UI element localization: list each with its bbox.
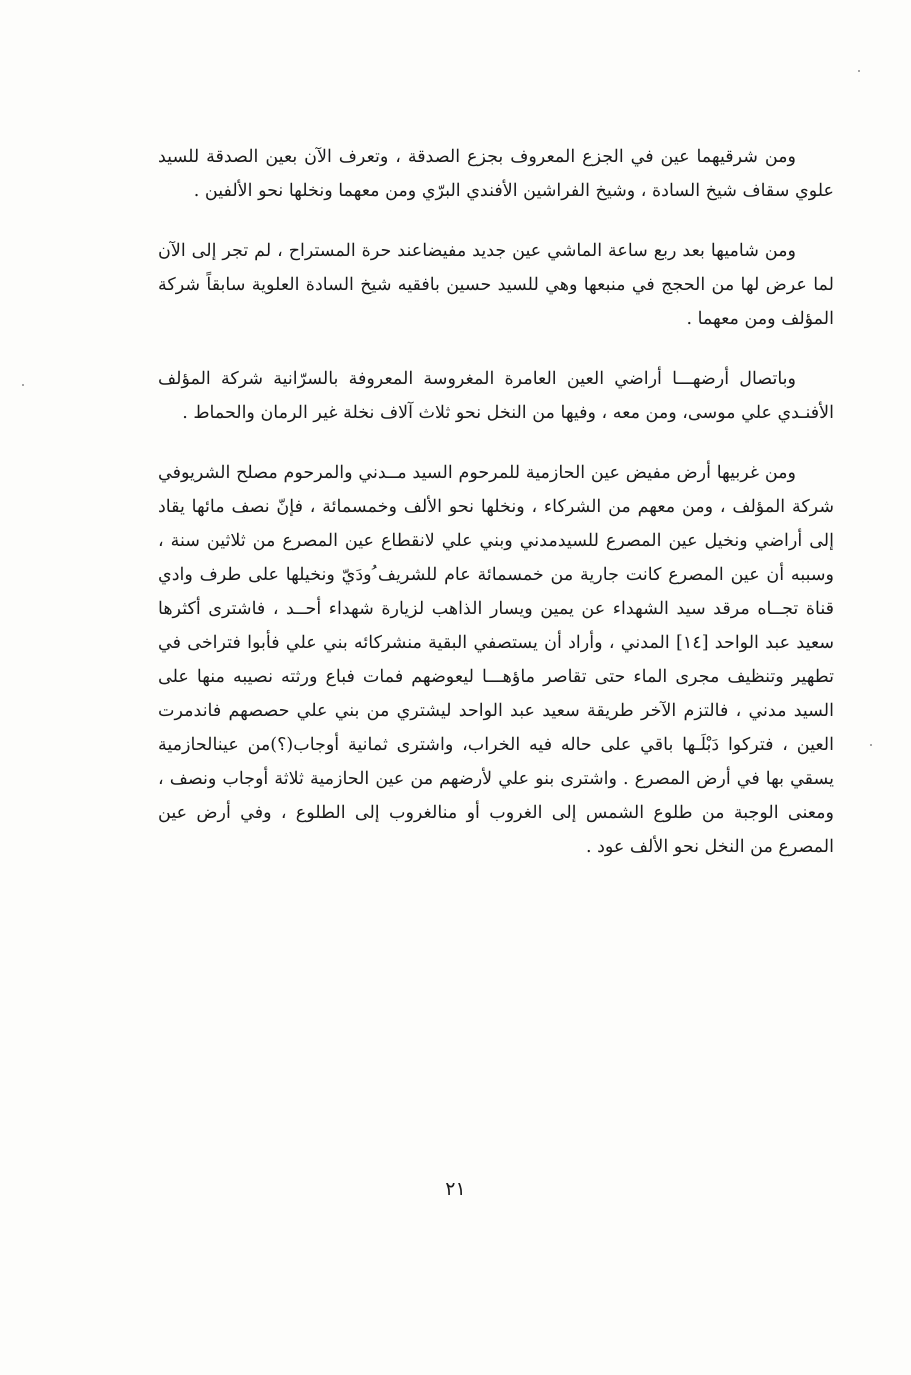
paragraph-2: ومن شاميها بعد ربع ساعة الماشي عين جديد مفيضاعند حرة المستراح ، لم تجر إلى الآن لما عرض لها من الحجج في منبعها وهي للسيد حسين بافقيه شيخ السادة العلوية سابقاً شركة المؤلف ومن معهما . [158, 241, 834, 329]
scan-speck [22, 384, 24, 386]
paragraph-3: وباتصال أرضهـــا أراضي العين العامرة المغروسة المعروفة بالسرّانية شركة المؤلف الأفنـدي علي موسى، ومن معه ، وفيها من النخل نحو ثلاث آلاف نخلة غير الرمان والحماط . [158, 369, 834, 423]
paragraph-4: ومن غربيها أرض مفيض عين الحازمية للمرحوم السيد مــدني والمرحوم مصلح الشريوفي شركة المؤلف ، ومن معهم من الشركاء ، ونخلها نحو الألف وخمسمائة ، فإنّ نصف مائها يقاد إلى أراضي ونخيل عين المصرع للسيدمدني وبني علي لانقطاع عين المصرع من ثلاثين سنة ، وسببه أن عين المصرع كانت جارية من خمسمائة عام للشريف ُودَيّ ونخيلها على طرف وادي قناة تجــاه مرقد سيد الشهداء عن يمين ويسار الذاهب لزيارة شهداء أحــد ، فاشترى أكثرها سعيد عبد الواحد [١٤] المدني ، وأراد أن يستصفي البقية منشركائه بني علي فأبوا فتراخى في تطهير وتنظيف مجرى الماء حتى تقاصر ماؤهـــا ليعوضهم فمات فباع ورثته نصيبه منها على السيد مدني ، فالتزم الآخر طريقة سعيد عبد الواحد ليشتري من بني علي حصصهم فاندمرت العين ، فتركوا دَبْلَـها باقي على حاله فيه الخراب، واشترى ثمانية أوجاب(؟)من عينالحازمية يسقي بها في أرض المصرع . واشترى بنو علي لأرضهم من عين الحازمية ثلاثة أوجاب ونصف ، ومعنى الوجبة من طلوع الشمس إلى الغروب أو منالغروب إلى الطلوع ، وفي أرض عين المصرع من النخل نحو الألف عود . [158, 463, 834, 857]
page-number: ٢١ [445, 1178, 466, 1200]
paragraph-1: ومن شرقيهما عين في الجزع المعروف بجزع الصدقة ، وتعرف الآن بعين الصدقة للسيد علوي سقاف شيخ السادة ، وشيخ الفراشين الأفندي البرّي ومن معهما ونخلها نحو الألفين . [158, 147, 834, 201]
scan-speck [870, 744, 872, 746]
body-text [158, 140, 834, 890]
scan-speck [858, 70, 860, 72]
